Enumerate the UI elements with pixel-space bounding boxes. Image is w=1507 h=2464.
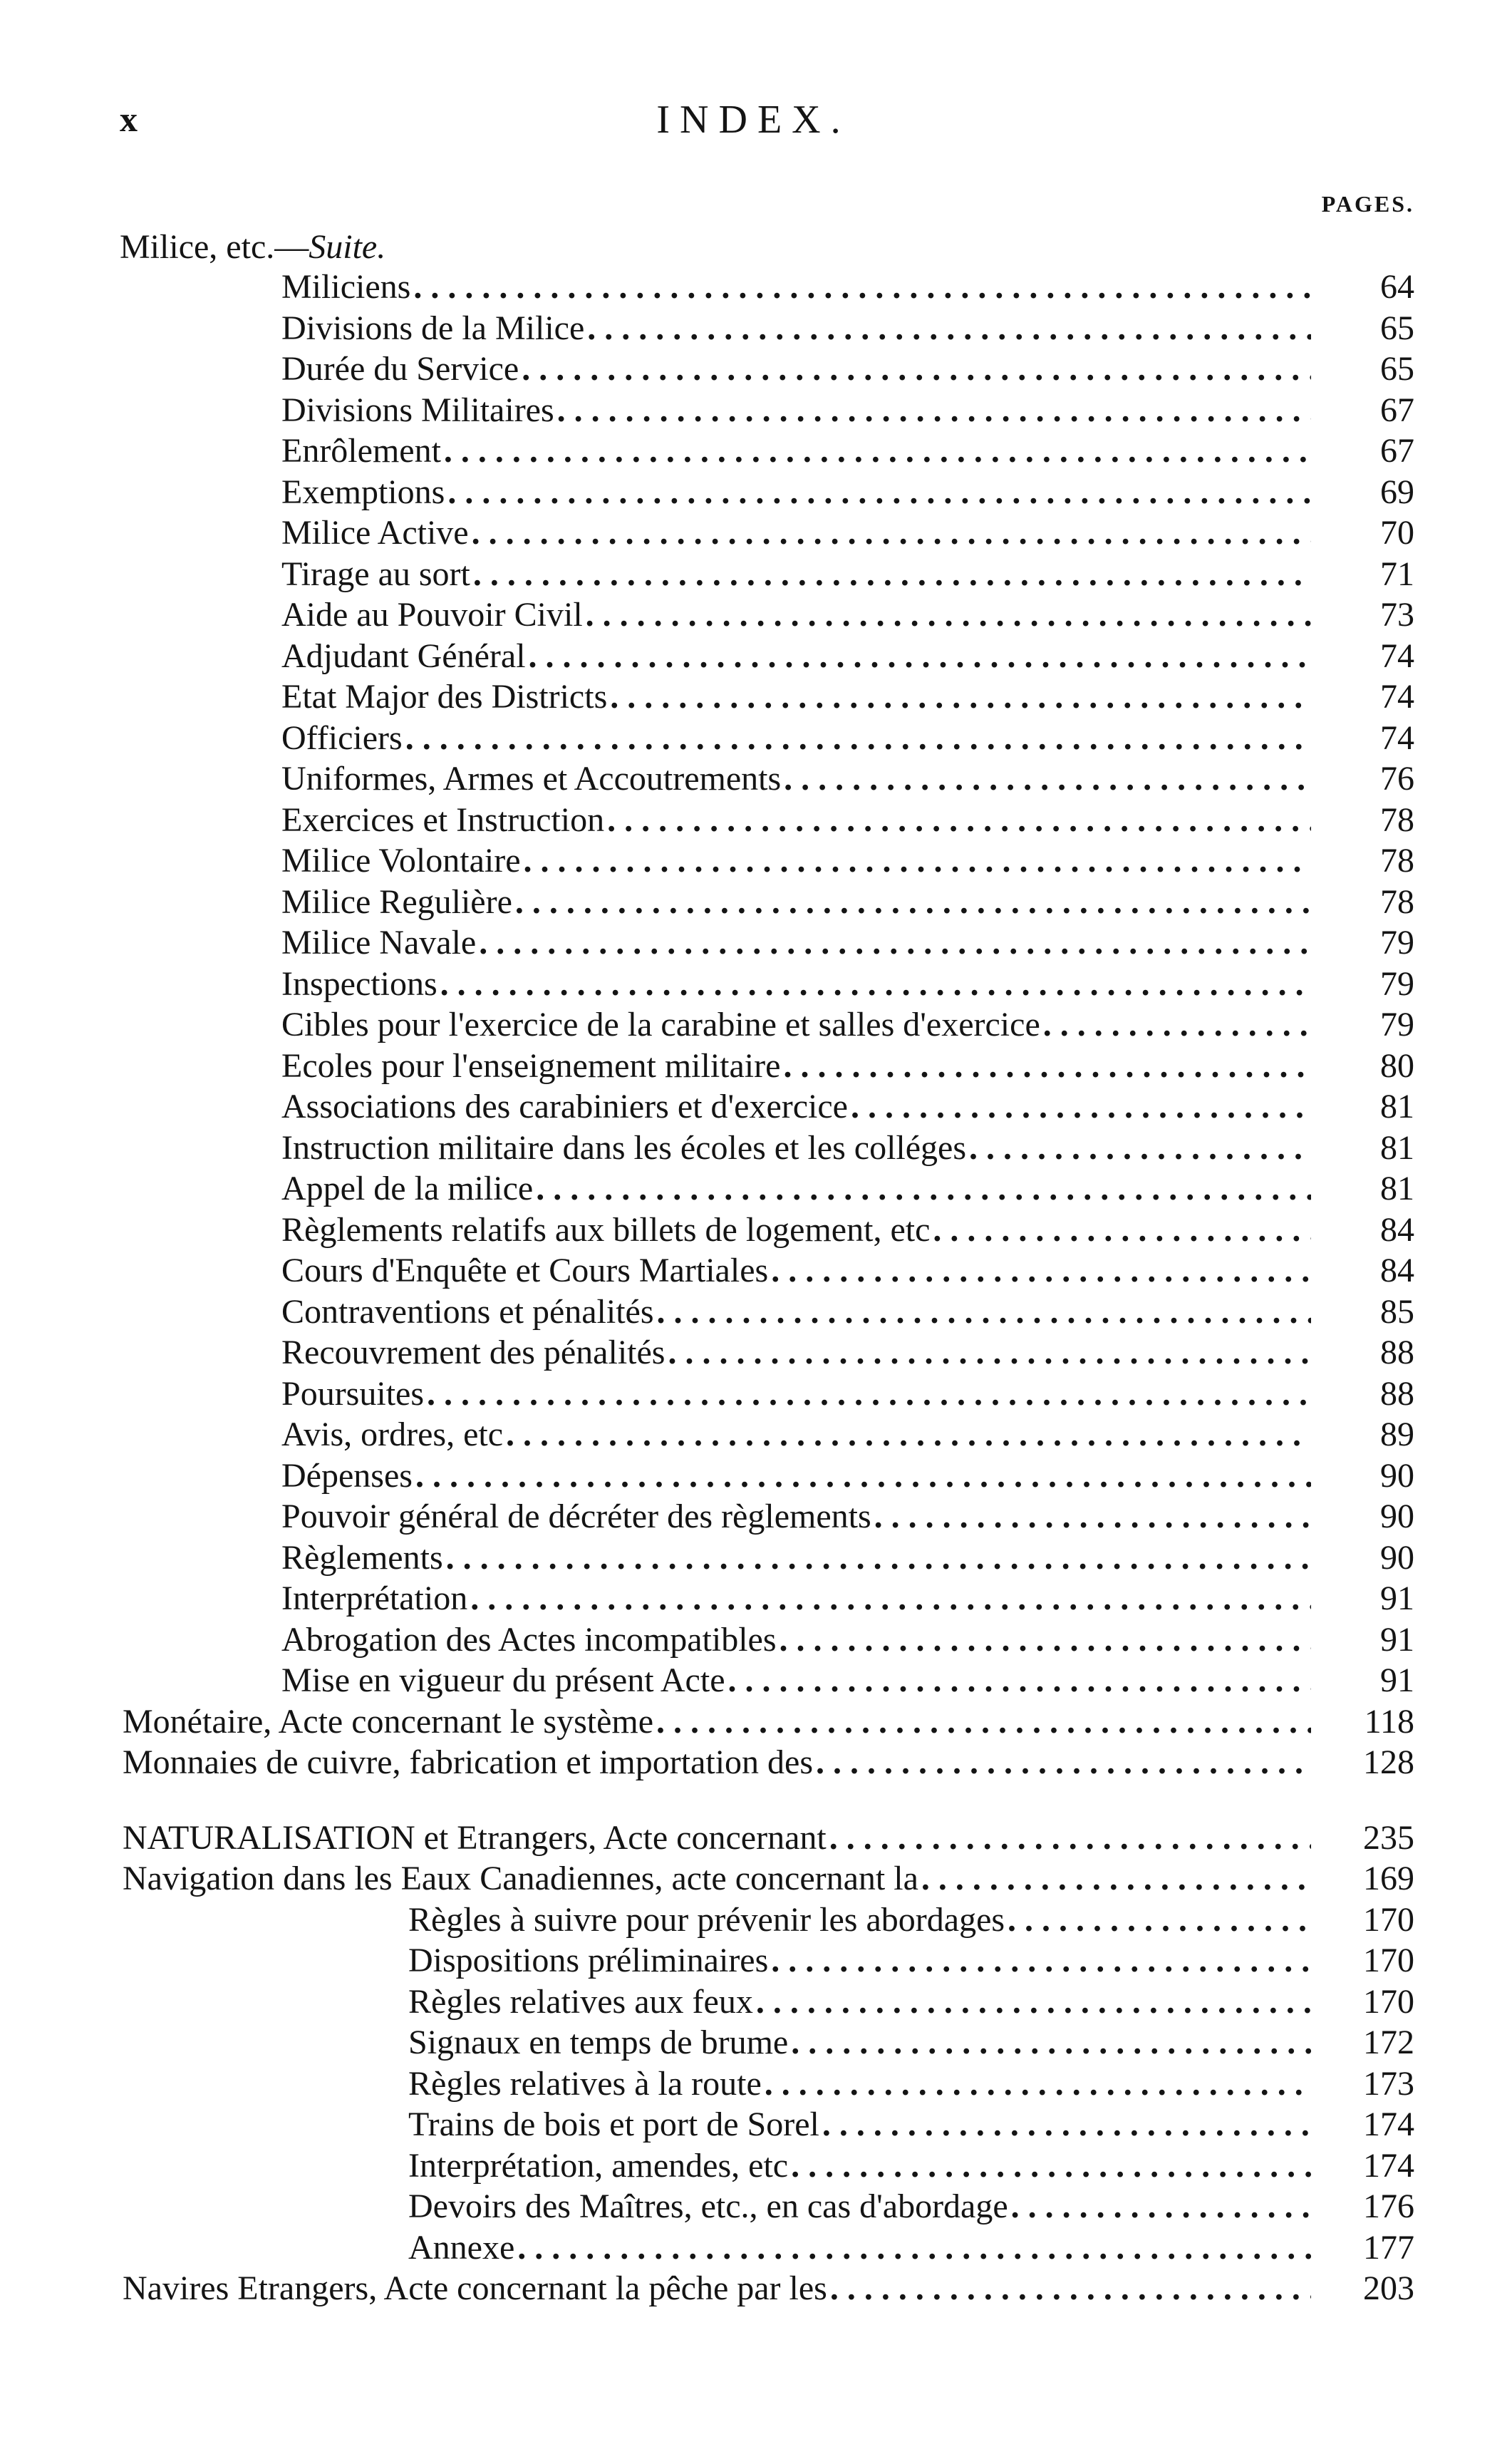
entry-page-number: 79 [1380,1006,1414,1043]
dot-leader [756,1981,1311,2023]
entry-label: Ecoles pour l'enseignement militaire [281,1046,783,1087]
entry-label-row [281,676,1311,718]
dot-leader [586,594,1311,636]
entry-page-number: 118 [1364,1702,1414,1741]
index-entry [0,1496,1507,1537]
entry-label-row [281,1128,1311,1169]
entry-label-row [281,594,1311,636]
dot-leader [765,2063,1311,2105]
dot-leader [440,964,1311,1005]
entry-page-number: 73 [1380,596,1414,634]
entry-label: Règles relatives aux feux [408,1981,756,2023]
index-entry [0,718,1507,759]
entry-label: Exemptions [281,472,447,513]
entry-label: Milice Navale [281,922,479,964]
entry-label: Abrogation des Actes incompatibles [281,1619,780,1661]
entry-page-number: 74 [1380,718,1414,757]
dot-leader [822,2104,1311,2145]
dot-leader [1011,2186,1311,2227]
dot-leader [515,882,1311,923]
entry-label-row [281,349,1311,390]
entry-label-row [281,1414,1311,1455]
entry-label: Navigation dans les Eaux Canadiennes, acte concernant la [123,1858,921,1899]
entry-label-row [408,2145,1311,2187]
dot-leader [506,1414,1311,1455]
entry-label-row [281,1660,1311,1701]
entry-label: Dépenses [281,1455,415,1497]
dot-leader [470,1578,1311,1619]
entry-page-number: 91 [1380,1579,1414,1617]
entry-label: Dispositions préliminaires [408,1940,771,1981]
entry-label-row [281,390,1311,431]
entry-label-row [281,1455,1311,1497]
index-entry [0,1455,1507,1497]
index-entry [0,308,1507,349]
entry-page-number: 81 [1380,1128,1414,1167]
index-entry [0,1414,1507,1455]
index-entry [0,1701,1507,1743]
entry-label-row [281,1086,1311,1128]
index-entry [0,1818,1507,1859]
dot-leader [780,1619,1311,1661]
dot-leader [668,1332,1311,1373]
entry-page-number: 203 [1363,2269,1414,2307]
entry-page-number: 128 [1363,1743,1414,1781]
dot-leader [529,636,1311,677]
entry-page-number: 69 [1380,473,1414,511]
entry-label-row [123,1742,1311,1783]
entry-page-number: 79 [1380,924,1414,962]
entry-page-number: 80 [1380,1046,1414,1085]
entry-label: Exercices et Instruction [281,800,607,841]
entry-page-number: 81 [1380,1170,1414,1207]
entry-label-row [123,1858,1311,1899]
entry-label-row [281,718,1311,759]
entry-label: Divisions de la Milice [281,308,587,349]
entry-page-number: 173 [1363,2064,1414,2103]
dot-leader [656,1701,1311,1743]
entry-page-number: 90 [1380,1498,1414,1535]
dot-leader [557,390,1311,431]
entry-label-row [281,267,1311,308]
dot-leader [791,2022,1311,2063]
index-entry [0,2104,1507,2145]
entry-page-number: 235 [1363,1818,1414,1857]
entry-label: Contraventions et pénalités [281,1292,657,1333]
index-entry [0,349,1507,390]
index-entry [0,594,1507,636]
entry-label: Monnaies de cuivre, fabrication et importation des [123,1742,816,1783]
entry-label-row [408,2227,1311,2269]
dot-leader [447,472,1311,513]
dot-leader [969,1128,1311,1169]
dot-leader [607,800,1311,841]
entry-label-row [281,1046,1311,1087]
entry-label-row [281,800,1311,841]
entry-label: Inspections [281,964,440,1005]
dot-leader [830,2268,1311,2309]
entry-label-row [123,1818,1311,1859]
entry-label-row [281,512,1311,554]
dot-leader [405,718,1311,759]
section-title-text: Milice, etc.— [120,228,309,266]
index-entry [0,1940,1507,1981]
index-entry [0,1742,1507,1783]
entry-label-row [281,1004,1311,1046]
index-entry [0,1292,1507,1333]
dot-leader [473,554,1311,595]
entry-label-row [281,1292,1311,1333]
entry-label: Uniformes, Armes et Accoutrements [281,758,784,800]
index-entries [0,267,1507,2309]
entry-label-row [281,758,1311,800]
index-entry [0,758,1507,800]
entry-label: Signaux en temps de brume [408,2022,791,2063]
entry-label-row [281,554,1311,595]
dot-leader [829,1818,1311,1859]
dot-leader [536,1168,1311,1210]
entry-label-row [123,2268,1311,2309]
entry-label-row [281,1578,1311,1619]
index-entry [0,1619,1507,1661]
entry-label: Miliciens [281,267,413,308]
entry-label: Durée du Service [281,349,522,390]
index-entry [0,390,1507,431]
entry-label-row [281,922,1311,964]
entry-label: Cibles pour l'exercice de la carabine et salles d'exercice [281,1004,1043,1046]
entry-page-number: 74 [1380,636,1414,675]
entry-page-number: 65 [1380,309,1414,347]
index-entry [0,1373,1507,1415]
index-entry [0,1250,1507,1292]
index-entry [0,2145,1507,2187]
index-entry [0,1046,1507,1087]
entry-page-number: 170 [1363,1942,1414,1979]
page-number: x [120,99,138,139]
entry-page-number: 174 [1363,2146,1414,2185]
index-entry [0,840,1507,882]
entry-label: Règles relatives à la route [408,2063,765,2105]
dot-leader [413,267,1311,308]
entry-page-number: 78 [1380,800,1414,839]
entry-label-row [281,1332,1311,1373]
dot-leader [444,431,1311,472]
entry-label-row [408,2022,1311,2063]
dot-leader [771,1250,1311,1292]
entry-label-row [408,1981,1311,2023]
entry-label-row [123,1701,1311,1743]
entry-page-number: 90 [1380,1538,1414,1577]
entry-label-row [408,1899,1311,1941]
dot-leader [587,308,1311,349]
index-entry [0,1660,1507,1701]
entry-page-number: 90 [1380,1456,1414,1495]
index-entry [0,431,1507,472]
dot-leader [415,1455,1311,1497]
entry-label: Règlements [281,1537,446,1579]
index-entry [0,472,1507,513]
page-title: INDEX. [656,98,851,142]
entry-label-row [281,840,1311,882]
entry-page-number: 74 [1380,678,1414,716]
entry-label: Officiers [281,718,405,759]
dot-leader [921,1858,1311,1899]
entry-label-row [281,964,1311,1005]
index-entry [0,1858,1507,1899]
index-entry [0,2227,1507,2269]
entry-page-number: 174 [1363,2105,1414,2143]
entry-label: Trains de bois et port de Sorel [408,2104,822,2145]
entry-page-number: 78 [1380,882,1414,921]
entry-page-number: 91 [1380,1661,1414,1699]
entry-label: Instruction militaire dans les écoles et les colléges [281,1128,969,1169]
entry-page-number: 177 [1363,2228,1414,2267]
entry-label: Divisions Militaires [281,390,557,431]
entry-label-row [408,2104,1311,2145]
dot-leader [783,1046,1311,1087]
index-entry [0,1981,1507,2023]
entry-label: Mise en vigueur du présent Acte [281,1660,728,1701]
entry-label: Règlements relatifs aux billets de logement, etc [281,1210,933,1251]
entry-label: Pouvoir général de décréter des règlements [281,1496,874,1537]
entry-page-number: 172 [1363,2024,1414,2061]
entry-label: Interprétation [281,1578,470,1619]
entry-label-row [408,1940,1311,1981]
entry-label-row [281,308,1311,349]
entry-label: Milice Volontaire [281,840,524,882]
entry-label: NATURALISATION et Etrangers, Acte concernant [123,1818,829,1859]
dot-leader [874,1496,1311,1537]
entry-label-row [281,882,1311,923]
entry-page-number: 67 [1380,432,1414,470]
entry-page-number: 91 [1380,1620,1414,1659]
entry-page-number: 71 [1380,555,1414,593]
dot-leader [771,1940,1311,1981]
dot-leader [472,512,1311,554]
entry-label: Adjudant Général [281,636,529,677]
dot-leader [816,1742,1311,1783]
entry-page-number: 64 [1380,268,1414,306]
entry-label: Poursuites [281,1373,427,1415]
entry-page-number: 176 [1363,2187,1414,2225]
dot-leader [427,1373,1311,1415]
entry-label: Etat Major des Districts [281,676,610,718]
index-entry [0,1899,1507,1941]
section-gap [0,1783,1507,1818]
entry-page-number: 81 [1380,1088,1414,1125]
index-entry [0,1578,1507,1619]
entry-label-row [281,636,1311,677]
entry-label: Appel de la milice [281,1168,536,1210]
dot-leader [728,1660,1312,1701]
index-entry [0,554,1507,595]
dot-leader [1008,1899,1311,1941]
entry-label-row [281,1537,1311,1579]
index-entry [0,1537,1507,1579]
entry-label-row [281,1210,1311,1251]
entry-label: Associations des carabiniers et d'exercice [281,1086,851,1128]
index-entry [0,2268,1507,2309]
entry-label: Interprétation, amendes, etc [408,2145,791,2187]
entry-label-row [281,431,1311,472]
dot-leader [791,2145,1311,2187]
index-entry [0,2063,1507,2105]
dot-leader [524,840,1311,882]
entry-page-number: 170 [1363,1900,1414,1939]
index-entry [0,636,1507,677]
dot-leader [933,1210,1311,1251]
index-entry [0,1004,1507,1046]
dot-leader [446,1537,1311,1579]
entry-page-number: 85 [1380,1292,1414,1331]
entry-label-row [281,1168,1311,1210]
dot-leader [784,758,1311,800]
entry-page-number: 84 [1380,1210,1414,1249]
dot-leader [610,676,1311,718]
index-entry [0,1210,1507,1251]
entry-page-number: 78 [1380,842,1414,880]
entry-label: Milice Regulière [281,882,515,923]
index-entry [0,882,1507,923]
index-entry [0,1168,1507,1210]
index-entry [0,964,1507,1005]
entry-label: Recouvrement des pénalités [281,1332,668,1373]
entry-label: Aide au Pouvoir Civil [281,594,586,636]
entry-label: Navires Etrangers, Acte concernant la pêche par les [123,2268,830,2309]
entry-page-number: 65 [1380,350,1414,388]
entry-page-number: 89 [1380,1416,1414,1453]
dot-leader [517,2227,1311,2269]
entry-page-number: 67 [1380,391,1414,429]
entry-label-row [408,2063,1311,2105]
entry-page-number: 79 [1380,964,1414,1003]
index-entry [0,2022,1507,2063]
dot-leader [522,349,1311,390]
section-title [120,227,385,267]
index-entry [0,2186,1507,2227]
entry-label: Devoirs des Maîtres, etc., en cas d'abordage [408,2186,1011,2227]
entry-label: Annexe [408,2227,517,2269]
entry-page-number: 88 [1380,1374,1414,1413]
entry-label: Règles à suivre pour prévenir les abordages [408,1899,1008,1941]
entry-label: Enrôlement [281,431,444,472]
entry-page-number: 170 [1363,1982,1414,2021]
index-entry [0,800,1507,841]
entry-label: Avis, ordres, etc [281,1414,506,1455]
entry-page-number: 169 [1363,1860,1414,1897]
entry-page-number: 88 [1380,1334,1414,1371]
entry-page-number: 76 [1380,760,1414,798]
dot-leader [479,922,1311,964]
entry-label: Monétaire, Acte concernant le système [123,1701,656,1743]
dot-leader [657,1292,1311,1333]
entry-label-row [281,472,1311,513]
index-entry [0,1332,1507,1373]
pages-column-header: PAGES. [1321,191,1414,217]
entry-label-row [281,1373,1311,1415]
index-entry [0,922,1507,964]
index-entry [0,267,1507,308]
entry-page-number: 70 [1380,514,1414,552]
entry-label: Tirage au sort [281,554,473,595]
entry-label-row [281,1250,1311,1292]
index-entry [0,676,1507,718]
entry-label-row [281,1496,1311,1537]
entry-page-number: 84 [1380,1252,1414,1289]
index-entry [0,512,1507,554]
section-title-suffix: Suite. [309,228,386,266]
dot-leader [851,1086,1311,1128]
entry-label-row [408,2186,1311,2227]
index-entry [0,1086,1507,1128]
dot-leader [1043,1004,1311,1046]
entry-label-row [281,1619,1311,1661]
entry-label: Milice Active [281,512,472,554]
index-entry [0,1128,1507,1169]
entry-label: Cours d'Enquête et Cours Martiales [281,1250,771,1292]
